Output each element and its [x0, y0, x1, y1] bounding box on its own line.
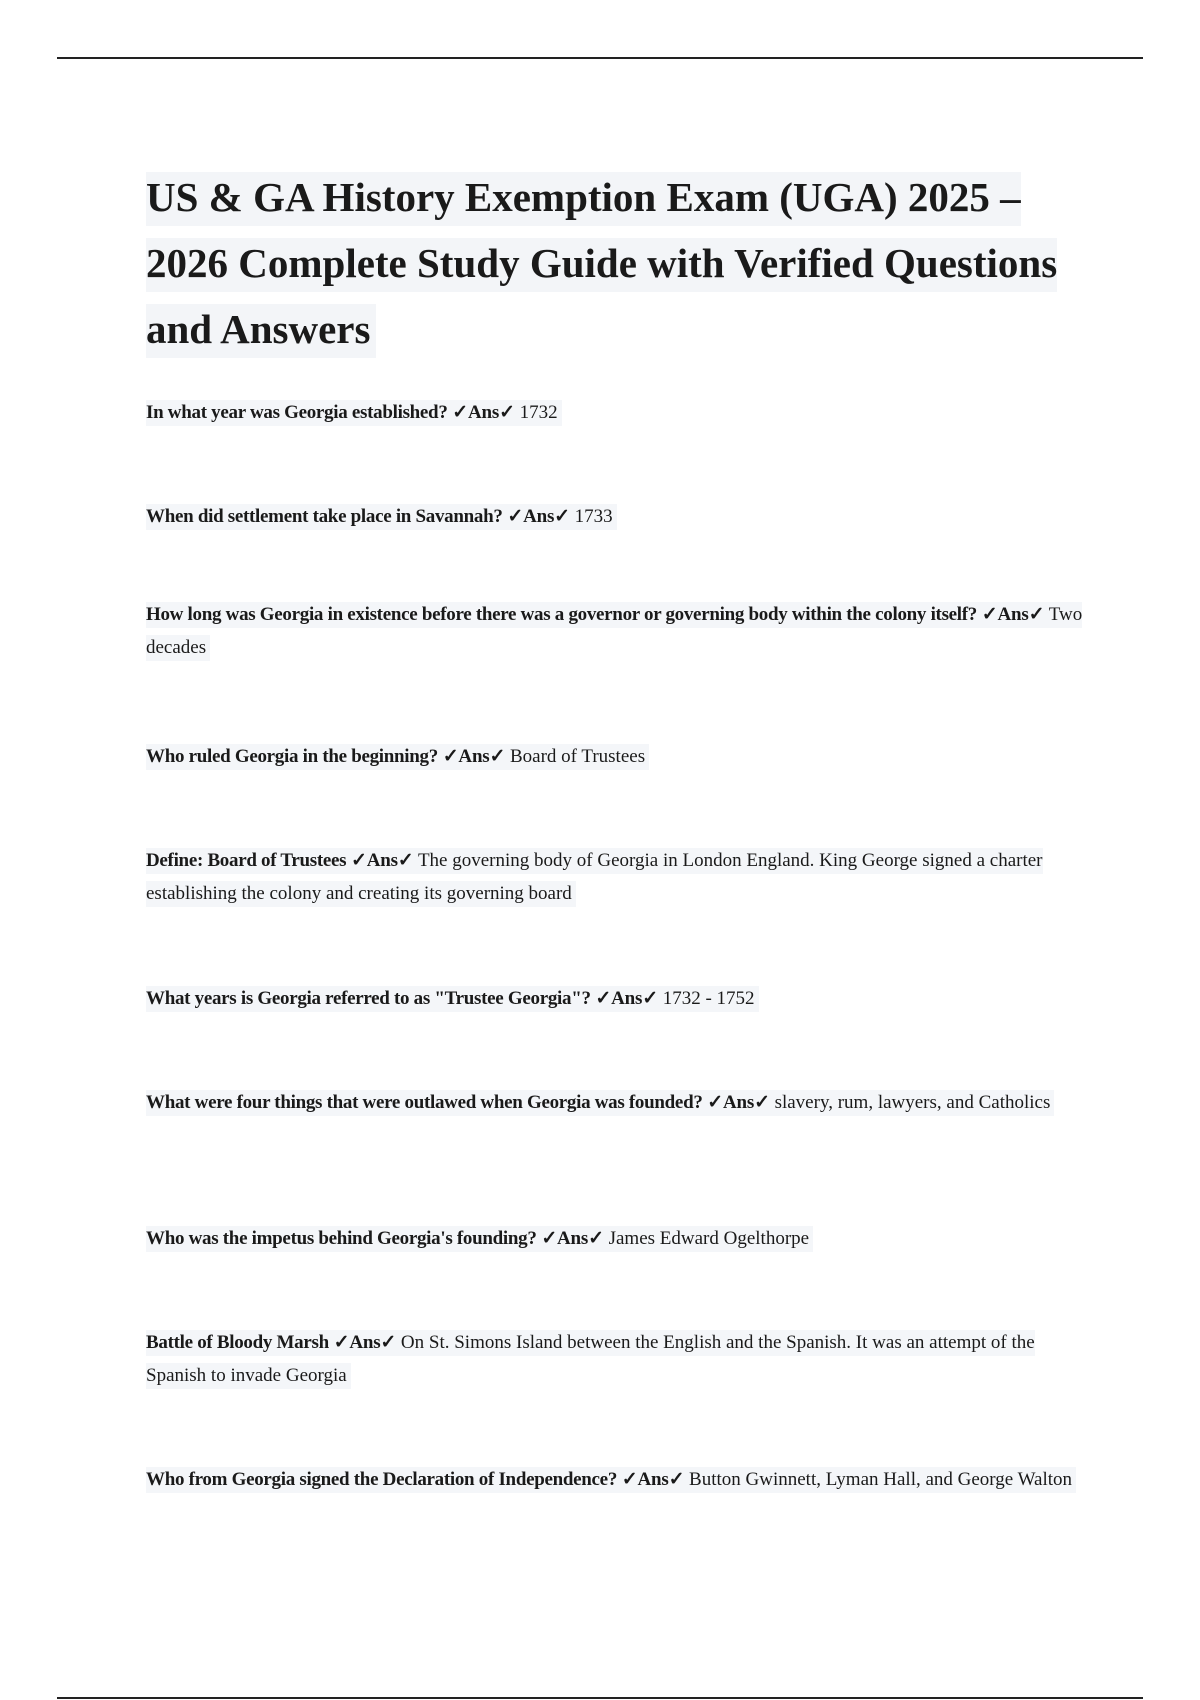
answer-marker: ✓Ans✓	[621, 1469, 685, 1490]
qa-item-7	[146, 1086, 1096, 1119]
answer-text: Board of Trustees	[509, 746, 646, 767]
answer-marker: ✓Ans✓	[333, 1332, 397, 1353]
answer-text: 1732	[519, 402, 558, 423]
answer-marker: ✓Ans✓	[981, 604, 1045, 625]
qa-item-8	[146, 1222, 1096, 1255]
answer-marker: ✓Ans✓	[507, 506, 570, 527]
question-text: Who was the impetus behind Georgia's founding?	[146, 1228, 537, 1249]
document-title	[146, 164, 1096, 362]
question-text: Battle of Bloody Marsh	[146, 1332, 329, 1353]
qa-item-4	[146, 740, 1096, 773]
answer-marker: ✓Ans✓	[707, 1092, 770, 1113]
question-text: When did settlement take place in Savannah?	[146, 506, 503, 527]
document-title-text: US & GA History Exemption Exam (UGA) 2025 – 2026 Complete Study Guide with Verified Questions and Answers	[146, 172, 1057, 358]
answer-text: slavery, rum, lawyers, and Catholics	[774, 1092, 1051, 1113]
qa-item-2	[146, 500, 1096, 533]
qa-item-10	[146, 1463, 1096, 1496]
answer-text: 1733	[574, 506, 613, 527]
answer-marker: ✓Ans✓	[452, 402, 515, 423]
answer-text: Two decades	[146, 604, 1083, 658]
bottom-rule	[57, 1697, 1143, 1699]
qa-item-9	[146, 1326, 1096, 1392]
question-text: What were four things that were outlawed when Georgia was founded?	[146, 1092, 703, 1113]
question-text: How long was Georgia in existence before there was a governor or governing body within the colony itself?	[146, 604, 978, 625]
answer-text: 1732 - 1752	[662, 988, 755, 1009]
qa-item-6	[146, 982, 1096, 1015]
question-text: Who from Georgia signed the Declaration of Independence?	[146, 1469, 618, 1490]
answer-marker: ✓Ans✓	[595, 988, 658, 1009]
question-text: Who ruled Georgia in the beginning?	[146, 746, 438, 767]
top-rule	[57, 57, 1143, 59]
qa-item-5	[146, 844, 1096, 910]
answer-marker: ✓Ans✓	[442, 746, 506, 767]
question-text: In what year was Georgia established?	[146, 402, 448, 423]
question-text: Define: Board of Trustees	[146, 850, 347, 871]
qa-item-1	[146, 396, 1096, 429]
answer-text: Button Gwinnett, Lyman Hall, and George Walton	[689, 1469, 1073, 1490]
answer-marker: ✓Ans✓	[541, 1228, 604, 1249]
qa-item-3	[146, 598, 1096, 664]
answer-text: James Edward Ogelthorpe	[608, 1228, 810, 1249]
answer-text: The governing body of Georgia in London England. King George signed a charter establishing the colony and creating its governing board	[146, 850, 1043, 904]
answer-text: On St. Simons Island between the English and the Spanish. It was an attempt of the Spanish to invade Georgia	[146, 1332, 1035, 1386]
answer-marker: ✓Ans✓	[351, 850, 414, 871]
question-text: What years is Georgia referred to as "Trustee Georgia"?	[146, 988, 591, 1009]
